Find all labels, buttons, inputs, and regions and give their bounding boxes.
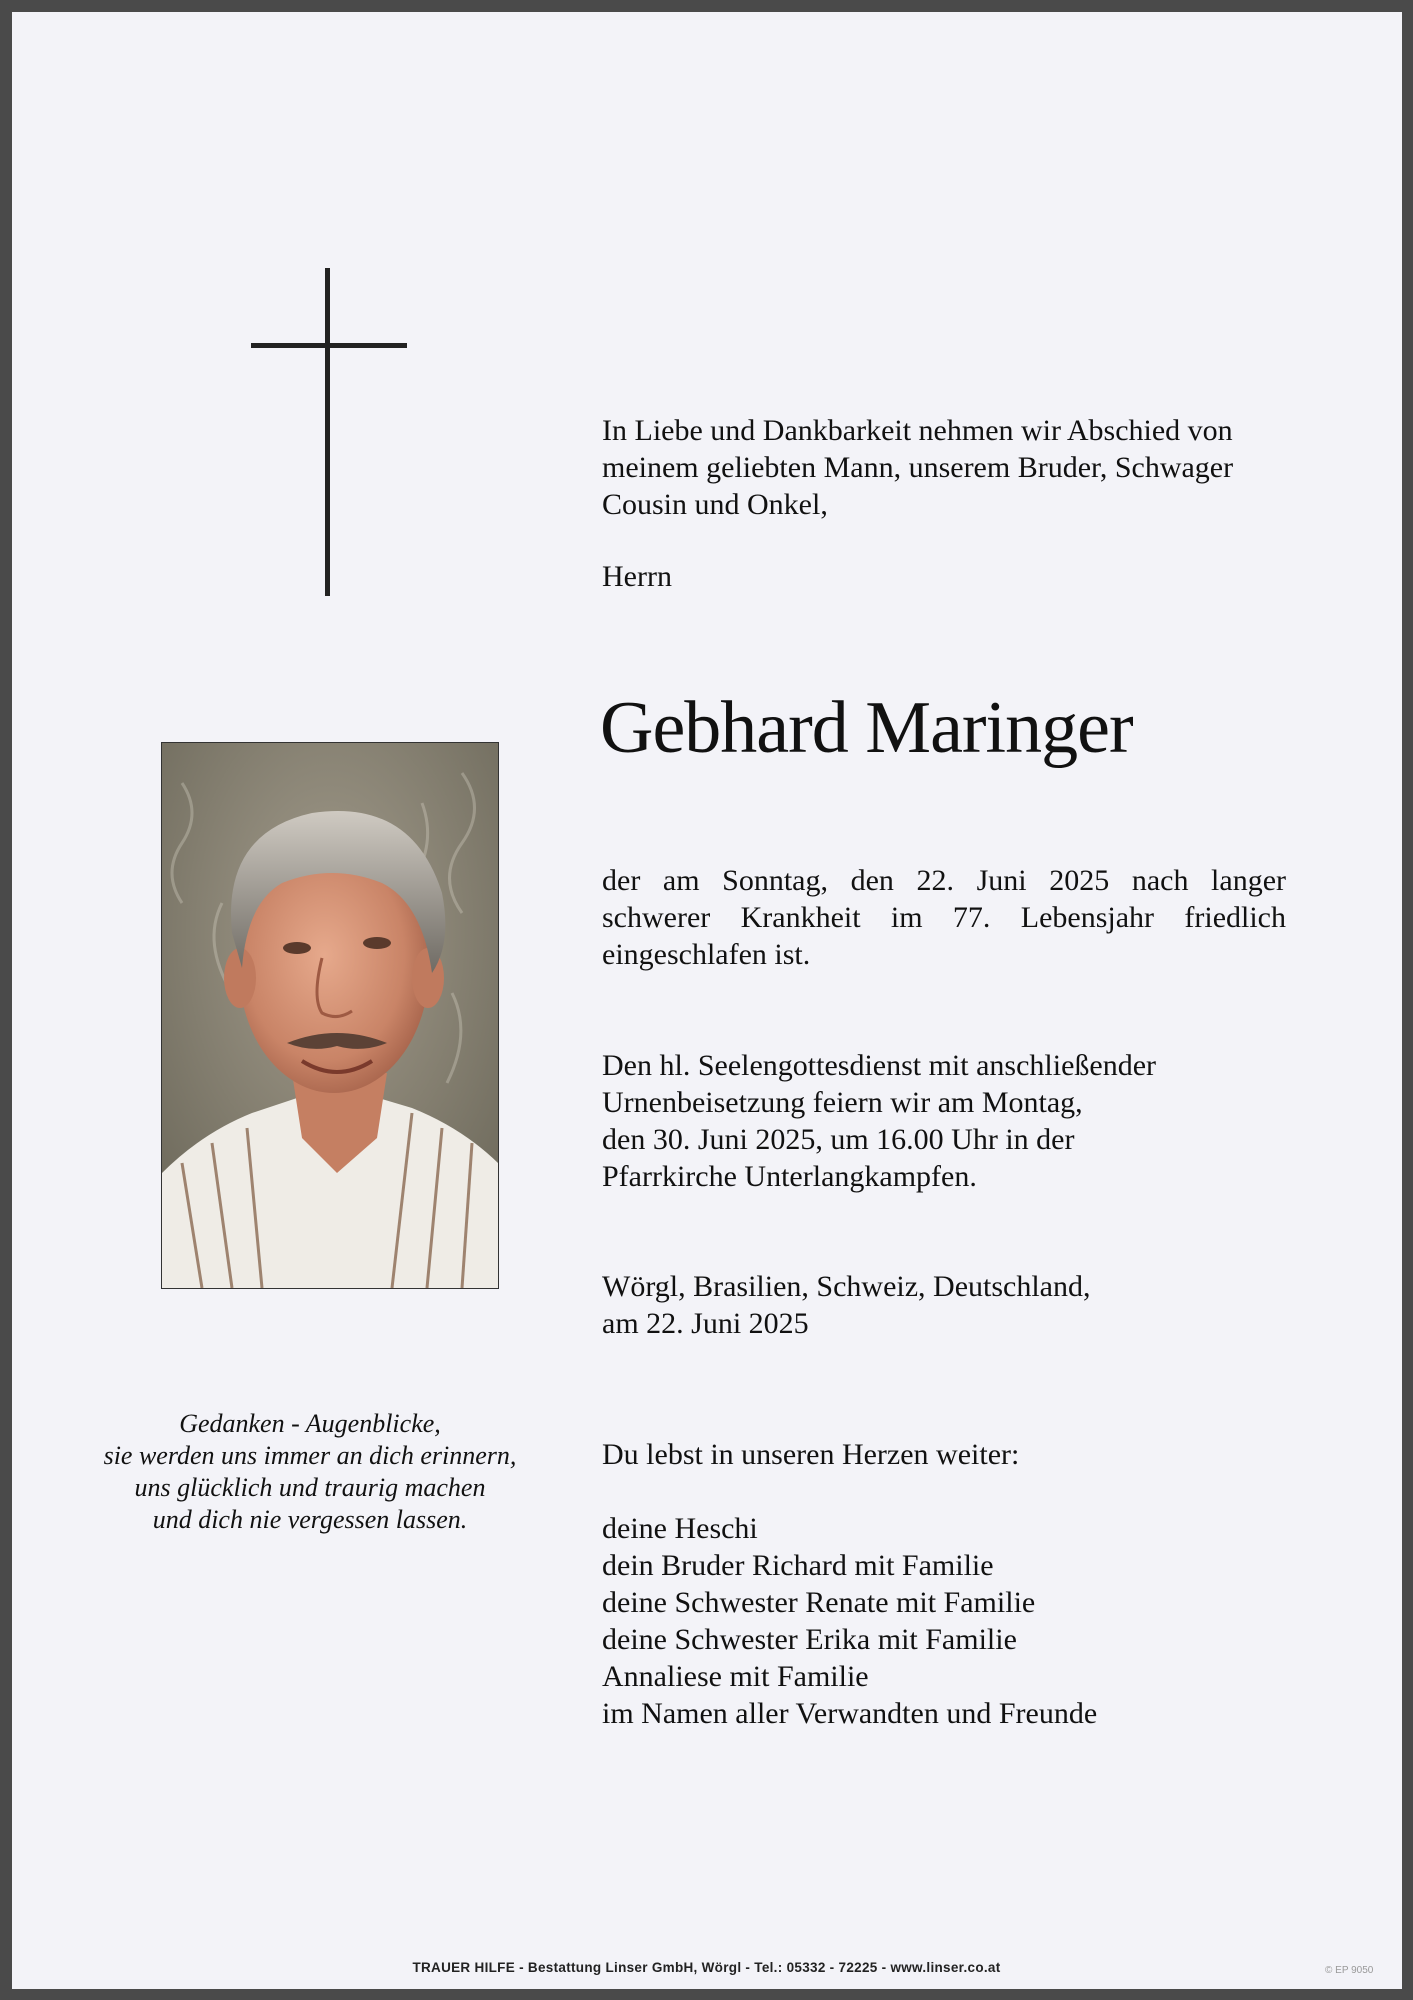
- service-line: Urnenbeisetzung feiern wir am Montag,: [602, 1086, 1083, 1119]
- mourners-list: [602, 1510, 1097, 1732]
- service-line: Pfarrkirche Unterlangkampfen.: [602, 1160, 977, 1193]
- portrait-photo: [161, 742, 499, 1289]
- mourners-heading: Du lebst in unseren Herzen weiter:: [602, 1438, 1020, 1471]
- funeral-home-footer: TRAUER HILFE - Bestattung Linser GmbH, Wörgl - Tel.: 05332 - 72225 - www.linser.co.at: [412, 1960, 1001, 1975]
- mourner-name: deine Heschi: [602, 1512, 758, 1545]
- service-line: Den hl. Seelengottesdienst mit anschließender: [602, 1049, 1157, 1082]
- death-notice-line: schwerer Krankheit im 77. Lebensjahr friedlich: [602, 901, 1286, 934]
- intro-line: meinem geliebten Mann, unserem Bruder, Schwager: [602, 451, 1234, 484]
- intro-text: [602, 412, 1233, 523]
- portrait-image: [162, 743, 498, 1288]
- mourner-name: deine Schwester Renate mit Familie: [602, 1586, 1036, 1619]
- memorial-quote: [60, 1408, 560, 1536]
- intro-line: In Liebe und Dankbarkeit nehmen wir Abschied von: [602, 414, 1233, 447]
- death-notice-line: der am Sonntag, den 22. Juni 2025 nach langer: [602, 864, 1286, 897]
- quote-line: sie werden uns immer an dich erinnern,: [103, 1441, 517, 1470]
- deceased-name: Gebhard Maringer: [600, 687, 1133, 769]
- cross-icon-horizontal-bar: [251, 343, 407, 348]
- place-date: [602, 1268, 1091, 1342]
- service-line: den 30. Juni 2025, um 16.00 Uhr in der: [602, 1123, 1075, 1156]
- quote-line: und dich nie vergessen lassen.: [152, 1505, 468, 1534]
- quote-line: uns glücklich und traurig machen: [134, 1473, 486, 1502]
- mourner-name: deine Schwester Erika mit Familie: [602, 1623, 1017, 1656]
- cross-icon-vertical-bar: [325, 268, 330, 596]
- mourner-name: Annaliese mit Familie: [602, 1660, 869, 1693]
- intro-line: Cousin und Onkel,: [602, 488, 828, 521]
- salutation: Herrn: [602, 560, 672, 593]
- place-date-line: am 22. Juni 2025: [602, 1307, 809, 1340]
- death-notice: [602, 862, 1286, 973]
- template-code: © EP 9050: [1325, 1965, 1374, 1976]
- death-notice-line: eingeschlafen ist.: [602, 938, 811, 971]
- quote-line: Gedanken - Augenblicke,: [179, 1409, 441, 1438]
- mourner-name: dein Bruder Richard mit Familie: [602, 1549, 994, 1582]
- mourner-name: im Namen aller Verwandten und Freunde: [602, 1697, 1098, 1730]
- place-date-line: Wörgl, Brasilien, Schweiz, Deutschland,: [602, 1270, 1091, 1303]
- service-info: [602, 1047, 1156, 1195]
